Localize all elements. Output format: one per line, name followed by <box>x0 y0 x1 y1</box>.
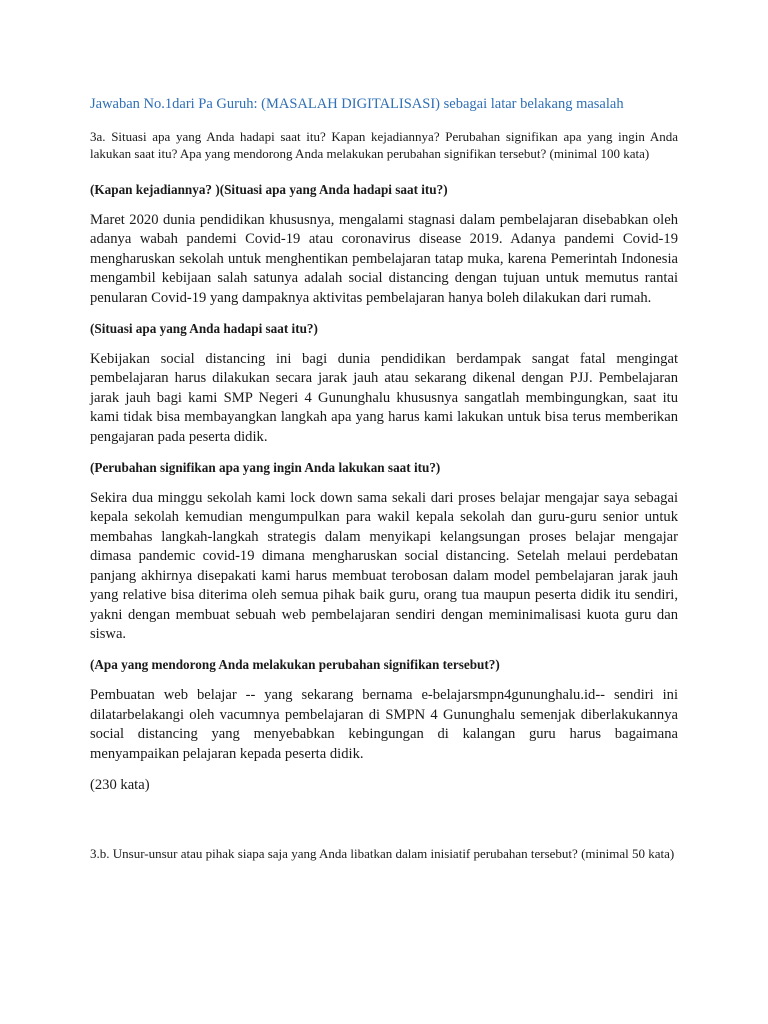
document-title: Jawaban No.1dari Pa Guruh: (MASALAH DIGITALISASI) sebagai latar belakang masalah <box>90 96 624 112</box>
section-paragraph-3: Sekira dua minggu sekolah kami lock down sama sekali dari proses belajar mengajar saya sebagai kepala sekolah kemudian mengumpulkan para wakil kepala sekolah dan guru-guru senior untuk membahas langkah-langkah strategis dalam menyikapi kelangsungan proses belajar mengajar dimasa pandemic covid-19 dimana mengharuskan social distancing. Setelah melaui perdebatan panjang akhirnya disepakati kami harus membuat terobosan dalam model pembelajaran jarak jauh yang relative bisa diterima oleh semua pihak baik guru, orang tua maupun peserta didik itu sendiri, yakni dengan membuat sebuah web pembelajaran sendiri dengan meminimalisasi kuota guru dan siswa. <box>90 490 678 642</box>
section-paragraph-4: Pembuatan web belajar -- yang sekarang bernama e-belajarsmpn4gununghalu.id-- sendiri ini dilatarbelakangi oleh vacumnya pembelajaran di SMPN 4 Gununghalu semenjak diberlakukannya social distancing yang menyebabkan kebingungan di kalangan guru harus bagaimana menyampaikan pelajaran kepada peserta didik. <box>90 687 678 762</box>
question-3a: 3a. Situasi apa yang Anda hadapi saat itu? Kapan kejadiannya? Perubahan signifikan apa yang ingin Anda lakukan saat itu? Apa yang mendorong Anda melakukan perubahan signifikan tersebut? (minimal 100 kata) <box>90 129 678 161</box>
section-heading-2: (Situasi apa yang Anda hadapi saat itu?) <box>90 321 318 337</box>
section-paragraph-1: Maret 2020 dunia pendidikan khususnya, mengalami stagnasi dalam pembelajaran disebabkan oleh adanya wabah pandemi Covid-19 atau coronavirus disease 2019. Adanya pandemi Covid-19 mengharuskan sekolah untuk menghentikan pembelajaran tatap muka, karena Pemerintah Indonesia mengambil kebijaan salah satunya adalah social distancing dengan tujuan untuk memutus rantai penularan Covid-19 yang dampaknya aktivitas pembelajaran hanya boleh dilakukan dari rumah. <box>90 212 678 306</box>
section-heading-3: (Perubahan signifikan apa yang ingin Anda lakukan saat itu?) <box>90 460 441 476</box>
section-heading-4: (Apa yang mendorong Anda melakukan perubahan signifikan tersebut?) <box>90 657 500 673</box>
section-heading-1: (Kapan kejadiannya? )(Situasi apa yang Anda hadapi saat itu?) <box>90 182 448 197</box>
word-count: (230 kata) <box>90 776 150 793</box>
section-paragraph-2: Kebijakan social distancing ini bagi dunia pendidikan berdampak sangat fatal mengingat pembelajaran harus dilakukan secara jarak jauh atau sekarang dikenal dengan PJJ. Pembelajaran jarak jauh bagi kami SMP Negeri 4 Gununghalu khususnya sangatlah membingungkan, saat itu kami tidak bisa membayangkan langkah apa yang harus kami lakukan untuk bisa terus memberikan pengajaran pada peserta didik. <box>90 351 678 445</box>
question-3b: 3.b. Unsur-unsur atau pihak siapa saja yang Anda libatkan dalam inisiatif perubahan tersebut? (minimal 50 kata) <box>90 846 675 862</box>
